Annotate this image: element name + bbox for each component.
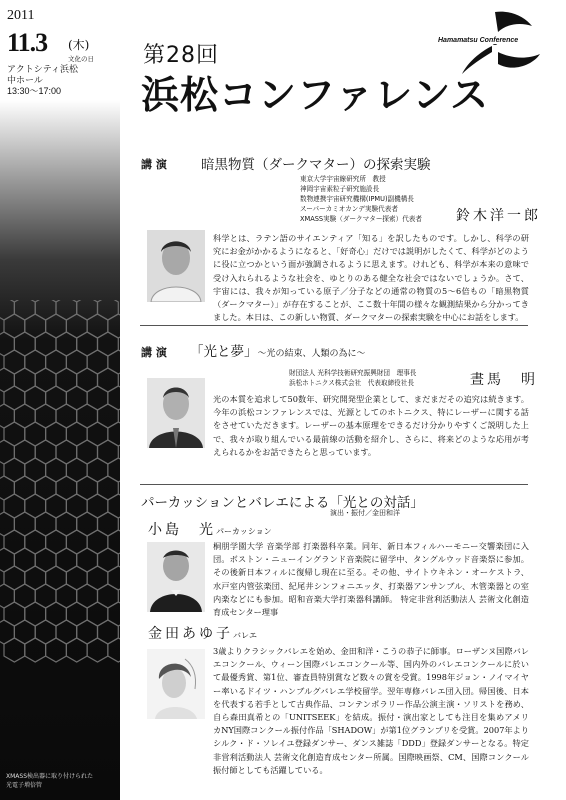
hex-cell: [0, 440, 14, 464]
performer2-body: 3歳よりクラシックバレエを始め、金田和洋・こうの恭子に師事。ローザンヌ国際バレエコンクール、ウィーン国際バレエコンクール等、国内外のバレエコンクールに於いて最優秀賞、第1位、審査員特別賞など数々の賞を受賞。1998年ジョン・ノイマイヤー率いるドイツ・ハンブルグバレエ学校留学。翌年専修バレエ団入団。帰国後、日本を代表する若手として古典作品、コンテンポラリー作品公演主演・ソリストを務め、自ら森田真希との「UNITSEEK」を結成。振付・演出家としても注目を集めアメリカNY国際コンクール振付作品「SHADOW」が第1位グランプリを受賞。2007年よりシルク・ド・ソレイユ登録ダンサー、ダンス雑誌「DDD」登録ダンサーとなる。特定非営利活動法人 芸術文化創造育成センター所属。国際映画祭、CM、国際コンクール振付師としても活躍している。: [213, 646, 529, 775]
page-title: 浜松コンファレンス: [141, 73, 490, 117]
hex-cell: [0, 300, 14, 320]
lecture2-speaker: 晝馬 明: [470, 372, 538, 388]
sidebar-caption: XMASS検出器に取り付けられた 光電子増倍管: [6, 773, 94, 789]
hex-cell: [77, 300, 98, 320]
hex-cell: [0, 476, 14, 500]
hex-cell: [0, 548, 14, 572]
hex-cell: [46, 638, 67, 662]
performer2-name: 金田あゆ子: [148, 626, 233, 642]
hexagon-detector-icon: [0, 300, 120, 700]
hex-cell: [108, 494, 120, 518]
lecture2-title: 「光と夢」: [190, 344, 258, 360]
event-month-day: 11.3: [7, 28, 48, 57]
performer2-photo: [147, 649, 205, 719]
edition-label: 第28回: [143, 43, 219, 68]
event-weekday: (木): [68, 38, 90, 52]
lecture2-affiliations: 財団法人 光科学技術研究振興財団 理事長 浜松ホトニクス株式会社 代表取締役社長: [289, 369, 417, 387]
hex-cell: [108, 314, 120, 338]
event-year: 2011: [7, 8, 35, 23]
sidebar: [0, 0, 120, 800]
hex-cell: [0, 368, 14, 392]
hex-cell: [0, 512, 14, 536]
performance-title: パーカッションとバレエによる「光との対話」: [141, 495, 424, 511]
hex-cell: [108, 458, 120, 482]
hex-cell: [0, 332, 14, 356]
lecture1-body: 科学とは、ラテン語のサイエンティア「知る」を訳したものです。しかし、科学の研究にお金がかかるようになると、「好奇心」だけでは説明がしたくて、科学がどのように役に立つかという面が強調されるように思えます。けれども、科学が本来の意味で受け入れられるような社会を、ゆとりのある健全な社会ではないでしょうか。さて、宇宙には、我々が知っている原子／分子などの通常の物質の5～6倍もの「暗黒物質（ダークマター）」が存在することが、ここ数十年間の様々な観測結果から分かってきました。本日は、この新しい物質、ダークマターの探索実験を中心にお話をします。: [213, 233, 529, 323]
lecture1-affiliations: 東京大学宇宙線研究所 教授 神岡宇宙素粒子研究施設長 数物連携宇宙研究機構(IPMU)副機構長 スーパーカミオカンデ実験代表者 XMASS実験（ダークマター探索）代表者: [300, 175, 422, 223]
hex-cell: [108, 422, 120, 446]
hex-cell: [108, 350, 120, 374]
event-date-block: [0, 0, 120, 100]
performance-credit: 演出・振付／金田和洋: [330, 509, 400, 517]
event-venue: アクトシティ浜松: [7, 65, 79, 75]
lecture2-body: 光の本質を追求して50数年、研究開発型企業として、まだまだその追究は続きます。今年の浜松コンファレンスでは、光源としてのホトニクス、特にレーザーに関する話をさせていただきます。レーザーの基本原理をできるだけ分かりやすくご説明した上で、我々が取り組んでいる最前線の活動を紹介し、さらに、将来どのような応用が考えられるかをお話できたらと思っています。: [213, 394, 529, 457]
performer1-name: 小島 光: [148, 522, 216, 538]
hex-cell: [108, 602, 120, 626]
hex-cell: [98, 300, 119, 320]
performer1-name-wrap: [148, 519, 272, 539]
event-hall: 中ホール: [7, 76, 43, 86]
event-time: 13:30～17:00: [7, 86, 62, 96]
hex-cell: [4, 638, 25, 662]
hex-cell: [108, 386, 120, 410]
hex-cell: [108, 530, 120, 554]
lecture2-title-wrap: [190, 340, 366, 360]
lecture2-speaker-photo: [147, 378, 205, 448]
lecture1-title: 暗黒物質（ダークマター）の探索実験: [201, 157, 431, 173]
hex-cell: [0, 620, 14, 644]
divider-2: [140, 484, 528, 485]
hex-cell: [56, 300, 77, 320]
hex-cell: [87, 638, 108, 662]
lecture1-tag: 講 演: [141, 158, 167, 171]
hex-cell: [35, 300, 56, 320]
hex-cell: [0, 584, 14, 608]
performer2-name-wrap: [148, 623, 257, 643]
hex-cell: [108, 566, 120, 590]
lecture2-tag: 講 演: [141, 346, 167, 359]
event-holiday: 文化の日: [68, 55, 94, 63]
performer1-photo: [147, 542, 205, 612]
hex-cell: [14, 300, 35, 320]
lecture1-speaker: 鈴木洋一郎: [456, 208, 541, 224]
divider-1: [140, 325, 528, 326]
logo-text: Hamamatsu Conference: [438, 37, 519, 44]
lecture2-subtitle: ～光の結束、人類の為に～: [257, 349, 366, 359]
performer1-role: パーカッション: [216, 527, 272, 536]
performer1-body: 桐朋学園大学 音楽学部 打楽器科卒業。同年、新日本フィルハーモニー交響楽団に入団。ボストン・ニューイングランド音楽院に留学中、タングルウッド音楽祭に参加。その後新日本フィルに復帰し現在に至る。その他、サイトウキネン・オーケストラ、水戸室内管弦楽団、紀尾井シンフォニエッタ、打楽器アンサンブル、木管楽器との室内楽などにも参加。昭和音楽大学打楽器科講師。 特定非営利活動法人 芸術文化創造育成センター理事: [213, 541, 529, 618]
hex-cell: [108, 638, 120, 662]
hex-cell: [0, 404, 14, 428]
hex-cell: [66, 638, 87, 662]
hex-cell: [25, 638, 46, 662]
performer2-role: バレエ: [233, 631, 257, 640]
lecture1-speaker-photo: [147, 230, 205, 302]
